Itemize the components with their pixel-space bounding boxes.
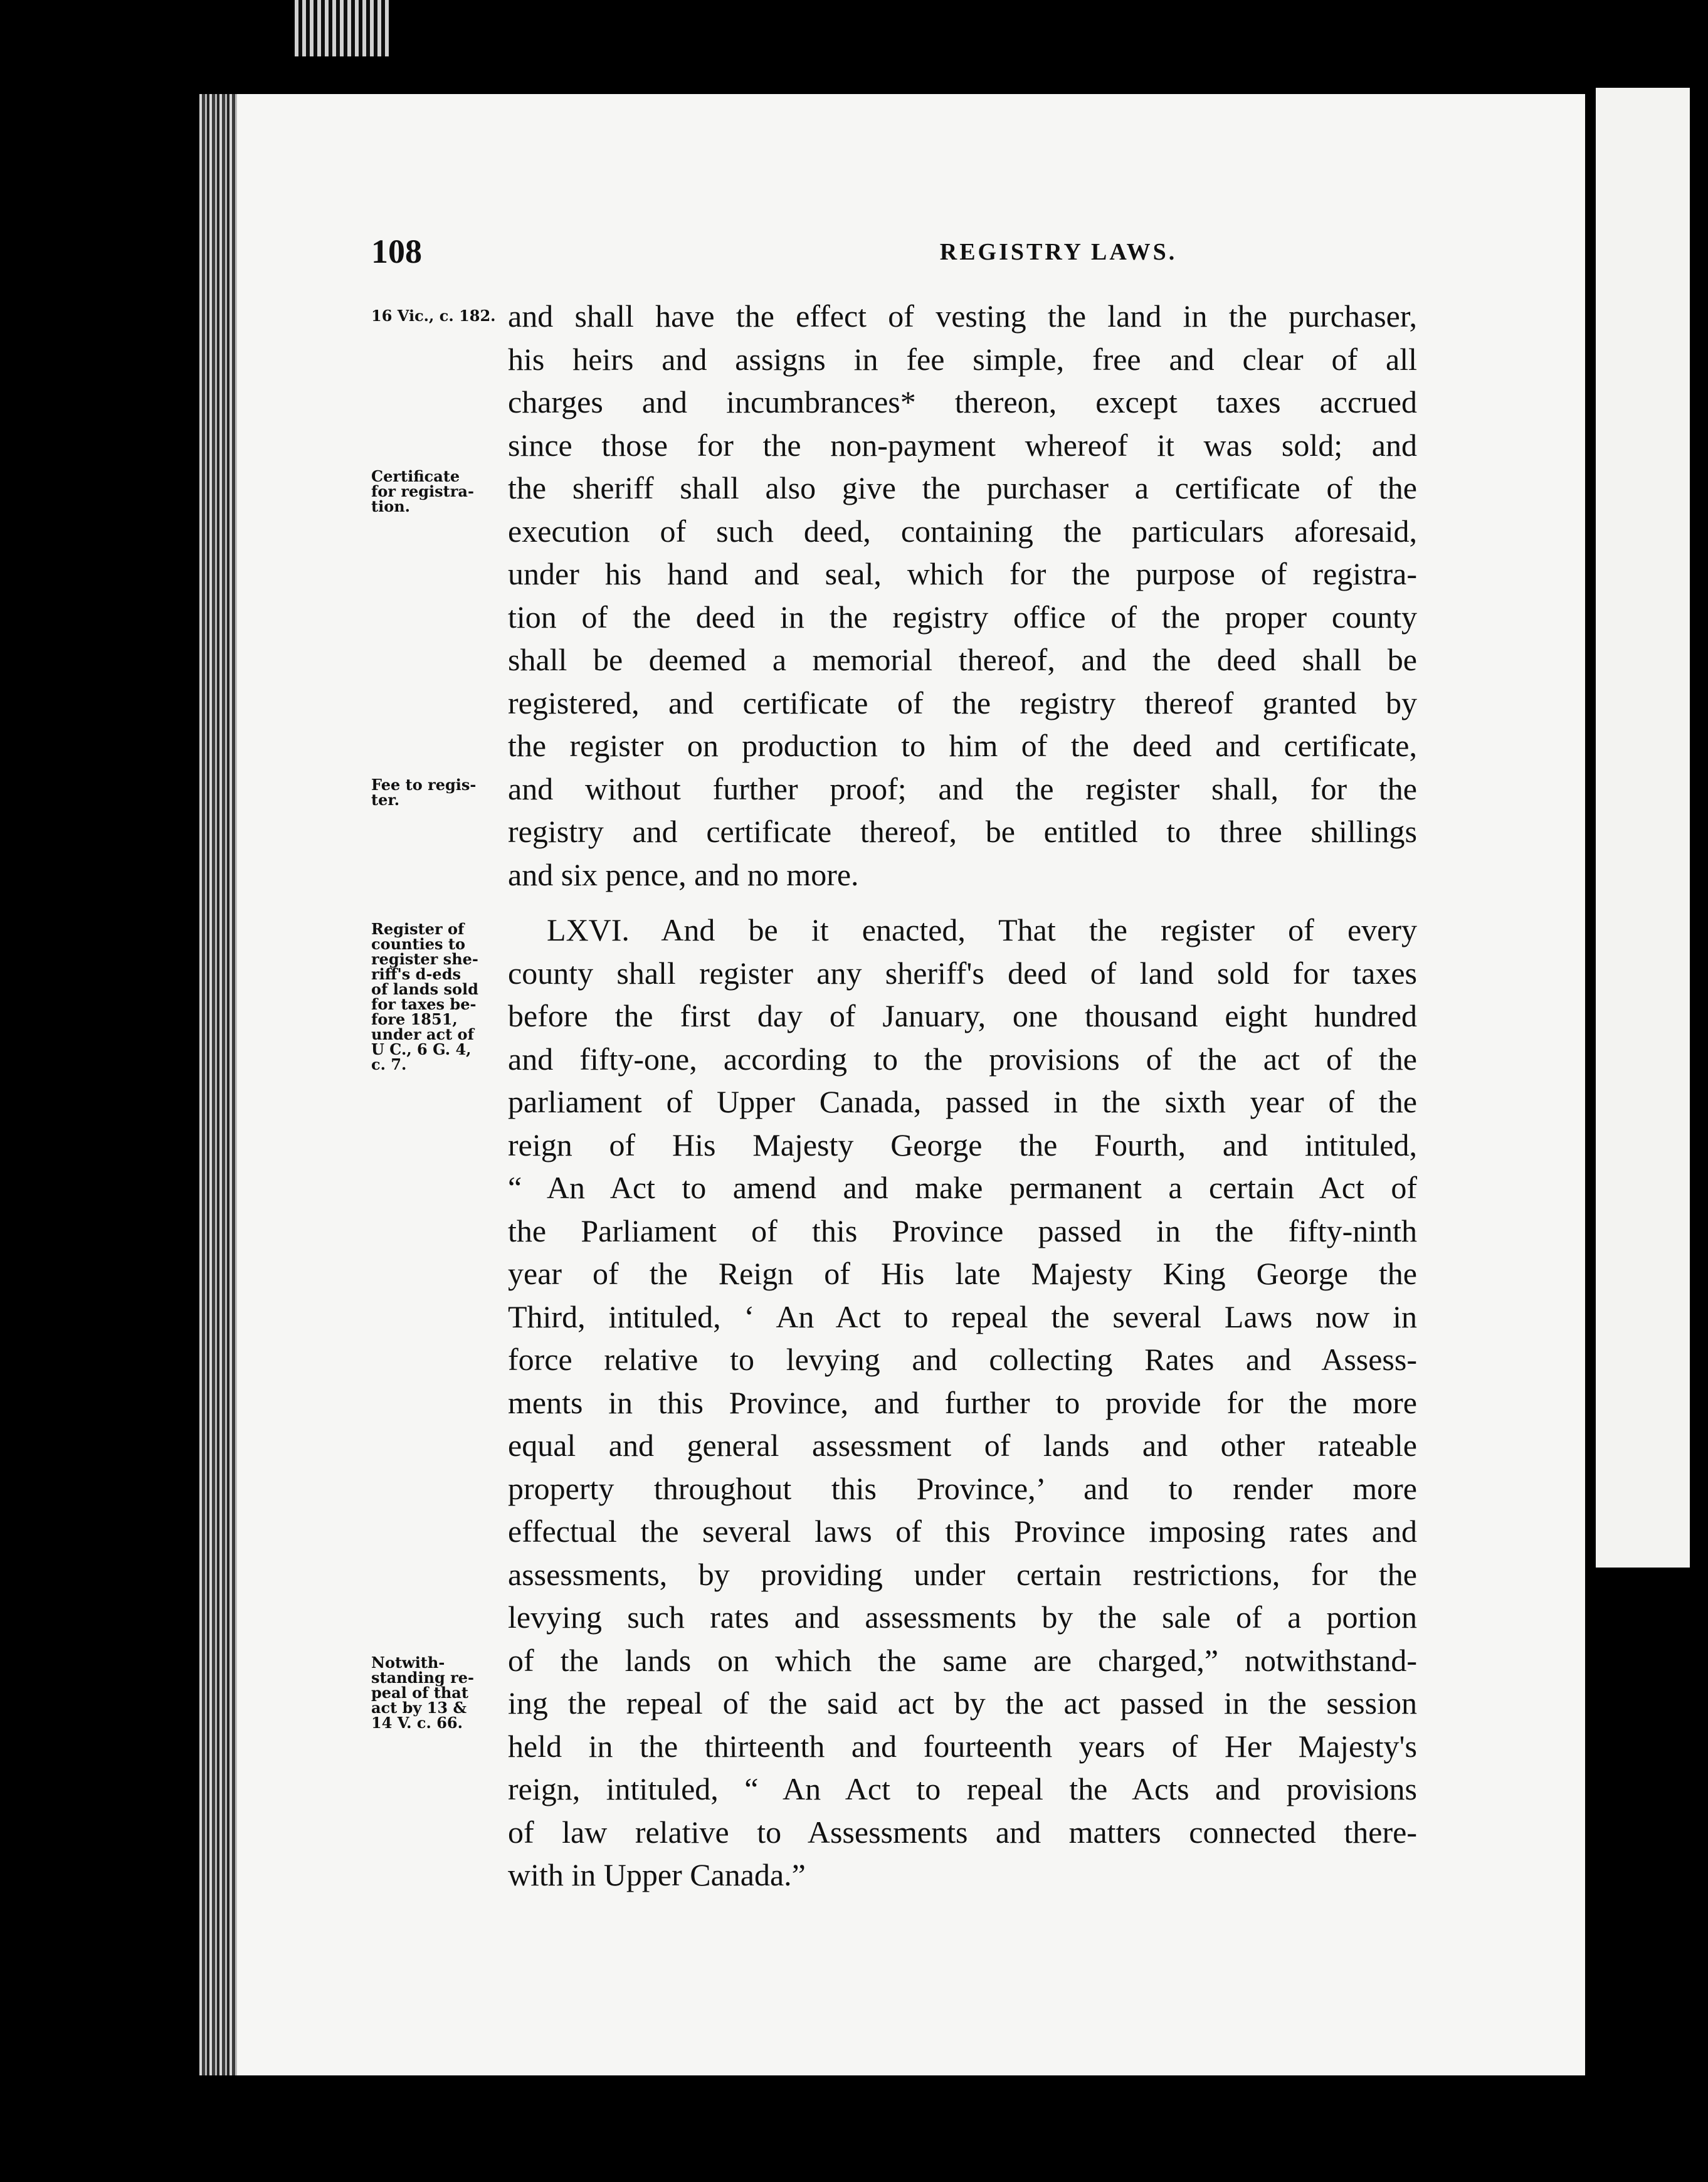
paragraph-gap: [508, 896, 1417, 909]
text-line: ing the repeal of the said act by the act passed in the session: [508, 1685, 1417, 1721]
margin-note-line: fore 1851,: [371, 1010, 458, 1028]
text-line: and shall have the effect of vesting the land in the purchaser,: [508, 298, 1417, 334]
text-line: and fifty-one, according to the provisions of the act of the: [508, 1041, 1417, 1077]
margin-note-line: peal of that: [371, 1684, 468, 1702]
text-line: execution of such deed, containing the particulars aforesaid,: [508, 513, 1417, 549]
text-line: under his hand and seal, which for the purpose of registra-: [508, 556, 1417, 591]
text-line: property throughout this Province,’ and to render more: [508, 1470, 1417, 1506]
margin-note-line: counties to: [371, 935, 465, 953]
text-line: registry and certificate thereof, be entitled to three shillings: [508, 814, 1417, 849]
margin-note-certificate: [371, 469, 506, 514]
text-line: of the lands on which the same are charged,” notwithstand-: [508, 1642, 1417, 1678]
margin-note-line: 16 Vic., c. 182.: [371, 307, 496, 325]
text-line: reign, intituled, “ An Act to repeal the Acts and provisions: [508, 1771, 1417, 1806]
text-line: held in the thirteenth and fourteenth years of Her Majesty's: [508, 1728, 1417, 1764]
text-line: “ An Act to amend and make permanent a certain Act of: [508, 1170, 1417, 1205]
text-line: of law relative to Assessments and matters connected there-: [508, 1814, 1417, 1850]
paragraph: [508, 295, 1417, 896]
text-line: LXVI. And be it enacted, That the register of every: [547, 912, 1417, 947]
margin-note-fee: [371, 777, 506, 808]
running-head: [371, 232, 1539, 270]
scan-artifact: [295, 0, 389, 56]
page-number: 108: [371, 233, 422, 270]
margin-note-line: for registra-: [371, 482, 474, 500]
text-line: before the first day of January, one thousand eight hundred: [508, 998, 1417, 1033]
text-line: county shall register any sheriff's deed of land sold for taxes: [508, 955, 1417, 991]
text-line: levying such rates and assessments by the sale of a portion: [508, 1600, 1417, 1635]
margin-note-line: Fee to regis-: [371, 776, 477, 794]
margin-note-line: Certificate: [371, 467, 460, 485]
body-text: [508, 295, 1417, 1897]
text-line: the register on production to him of the deed and certificate,: [508, 728, 1417, 763]
text-line: tion of the deed in the registry office of the proper county: [508, 599, 1417, 635]
margin-note-line: for taxes be-: [371, 995, 477, 1013]
margin-note-line: tion.: [371, 497, 411, 515]
margin-note-line: c. 7.: [371, 1055, 407, 1073]
text-line: assessments, by providing under certain restrictions, for the: [508, 1556, 1417, 1592]
margin-note-line: riff's d-eds: [371, 965, 461, 983]
running-title: REGISTRY LAWS.: [939, 239, 1178, 265]
margin-note-line: 14 V. c. 66.: [371, 1714, 463, 1732]
margin-note-line: standing re-: [371, 1668, 474, 1687]
text-line: reign of His Majesty George the Fourth, and intituled,: [508, 1127, 1417, 1162]
margin-note-line: under act of: [371, 1025, 474, 1043]
text-line: equal and general assessment of lands and other rateable: [508, 1428, 1417, 1463]
text-line: shall be deemed a memorial thereof, and the deed shall be: [508, 642, 1417, 677]
page-stack-edges: [199, 94, 237, 2075]
margin-note-line: of lands sold: [371, 980, 478, 998]
margin-note-line: register she-: [371, 950, 478, 968]
paragraph: [508, 909, 1417, 1897]
text-line: parliament of Upper Canada, passed in the sixth year of the: [508, 1084, 1417, 1119]
text-line: with in Upper Canada.”: [508, 1857, 806, 1892]
text-line: effectual the several laws of this Province imposing rates and: [508, 1514, 1417, 1549]
margin-note-line: ter.: [371, 791, 400, 809]
facing-page-edge: [1596, 88, 1690, 1568]
text-line: Third, intituled, ‘ An Act to repeal the several Laws now in: [508, 1299, 1417, 1334]
text-line: force relative to levying and collecting Rates and Assess-: [508, 1342, 1417, 1377]
text-line: and without further proof; and the register shall, for the: [508, 771, 1417, 806]
text-line: his heirs and assigns in fee simple, free and clear of all: [508, 341, 1417, 377]
text-line: the Parliament of this Province passed in the fifty-ninth: [508, 1213, 1417, 1248]
margin-note-line: act by 13 &: [371, 1699, 467, 1717]
margin-note-line: Register of: [371, 920, 465, 938]
margin-note-statute-ref: [371, 308, 506, 324]
text-line: since those for the non-payment whereof it was sold; and: [508, 427, 1417, 463]
margin-note-line: U C., 6 G. 4,: [371, 1040, 472, 1058]
margin-note-line: Notwith-: [371, 1653, 445, 1672]
text-line: ments in this Province, and further to provide for the more: [508, 1384, 1417, 1420]
text-line: charges and incumbrances* thereon, except taxes accrued: [508, 384, 1417, 419]
text-line: the sheriff shall also give the purchaser a certificate of the: [508, 470, 1417, 505]
margin-note-register-counties: [371, 922, 506, 1072]
margin-note-notwithstanding: [371, 1655, 506, 1731]
text-line: registered, and certificate of the registry thereof granted by: [508, 685, 1417, 720]
text-line: and six pence, and no more.: [508, 856, 859, 892]
text-line: year of the Reign of His late Majesty King George the: [508, 1256, 1417, 1291]
